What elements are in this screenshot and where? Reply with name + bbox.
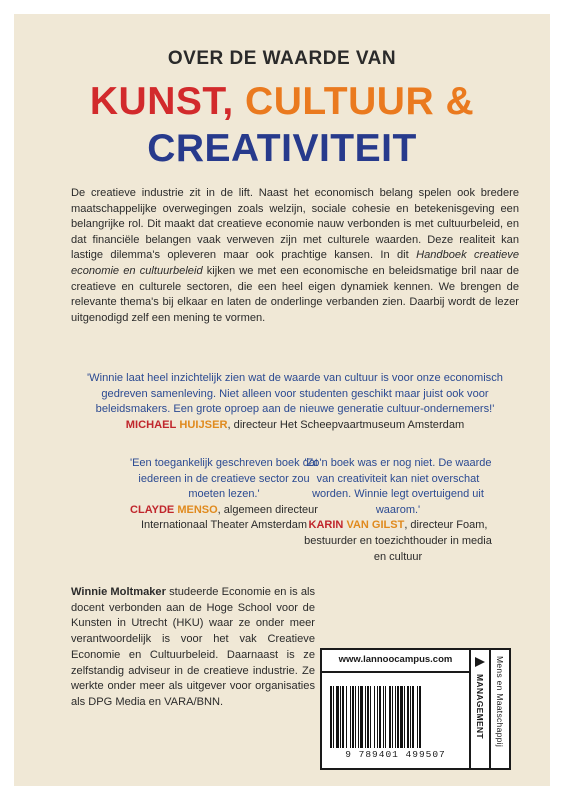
quote-left <box>124 456 324 534</box>
back-cover <box>14 14 550 786</box>
quote-right-last-name: VAN GILST <box>346 519 405 532</box>
quote-main-role: , directeur Het Scheepvaartmuseum Amsterdam <box>227 418 465 431</box>
intro-part-2: kijken we met een economische en beleidsmatige bril naar de creatieve en culturele sectoren, die een heel eigen dynamiek kennen. We brengen de relevante thema's bij elkaar en laten de onderlinge verbanden zien. Daarbij wordt de lezer uitgenodigd zelf een mening te vormen. <box>71 264 519 324</box>
category-label: MANAGEMENT <box>475 674 485 739</box>
author-name: Winnie Moltmaker <box>71 586 166 598</box>
author-bio-text: studeerde Economie en is als docent verbonden aan de Hoge School voor de Kunsten in Utrecht (HKU) waar ze onder meer verantwoordelijk is voor het vak Creatieve Economie en Cultuurbeleid. Daarnaast is ze zelfstandig adviseur in de creatieve industrie. Ze werkte onder meer als uitgever voor organisaties als DPG Media en VARA/BNN. <box>71 586 315 708</box>
quote-main-first-name: MICHAEL <box>125 418 177 431</box>
barcode-panel <box>320 648 471 770</box>
publisher-url: www.lannoocampus.com <box>338 654 453 665</box>
quote-right-text: 'Zo'n boek was er nog niet. De waarde van creativiteit kan niet overschat worden. Winnie legt overtuigend uit waarom.' <box>304 457 492 516</box>
pre-title: OVER DE WAARDE VAN <box>167 48 397 69</box>
url-divider <box>322 671 469 673</box>
intro-text <box>71 186 519 326</box>
quote-left-last-name: MENSO <box>177 503 218 516</box>
title-word-creativiteit: CREATIVITEIT <box>147 127 417 170</box>
series-strip <box>491 648 511 770</box>
quote-main-author <box>126 419 465 431</box>
author-bio <box>71 585 315 711</box>
isbn-number: 9 789401 499507 <box>345 749 446 760</box>
quote-left-role: , algemeen directeur Internationaal Theater Amsterdam <box>140 503 318 532</box>
quote-right <box>298 456 498 565</box>
quote-main <box>71 371 519 433</box>
intro-part-1: De creatieve industrie zit in de lift. Naast het economisch belang spelen ook bredere maatschappelijke overwegingen zoals welzijn, sociale cohesie en betekenisgeving een belangrijke rol. Dit maakt dat creatieve economie nauw verbonden is met cultuurbeleid, en dat financiële belangen vaak verweven zijn met culturele waarden. Deze realiteit kan lastige dilemma's opleveren maar ook prachtige kansen. In dit <box>71 187 519 262</box>
series-label: Mens en Maatschappij <box>495 656 505 748</box>
quote-main-last-name: HUIJSER <box>179 418 228 431</box>
title-ampersand: & <box>445 80 475 123</box>
quote-right-author <box>304 519 492 562</box>
publisher-logo-icon <box>474 656 486 668</box>
quote-right-role: , directeur Foam, bestuurder en toezichthouder in media en cultuur <box>304 519 492 563</box>
title-line-1 <box>14 80 550 124</box>
quote-main-text: 'Winnie laat heel inzichtelijk zien wat de waarde van cultuur is voor onze economisch gedreven samenleving. Niet alleen voor studenten geschikt maar juist ook voor beleidsmakers. Een grote oproep aan de nieuwe generatie cultuur-ondernemers!' <box>87 372 503 416</box>
quote-left-first-name: CLAYDE <box>130 503 175 516</box>
quote-right-first-name: KARIN <box>308 519 344 532</box>
category-strip <box>471 648 491 770</box>
title-word-kunst: KUNST, <box>89 80 234 123</box>
quote-left-author <box>130 504 318 532</box>
title-word-cultuur: CULTUUR <box>245 80 435 123</box>
quote-left-text: 'Een toegankelijk geschreven boek dat iedereen in de creatieve sector zou moeten lezen.' <box>129 457 318 501</box>
intro-book-title: Handboek creatieve economie en cultuurbeleid <box>71 249 519 277</box>
barcode-icon <box>330 686 461 748</box>
